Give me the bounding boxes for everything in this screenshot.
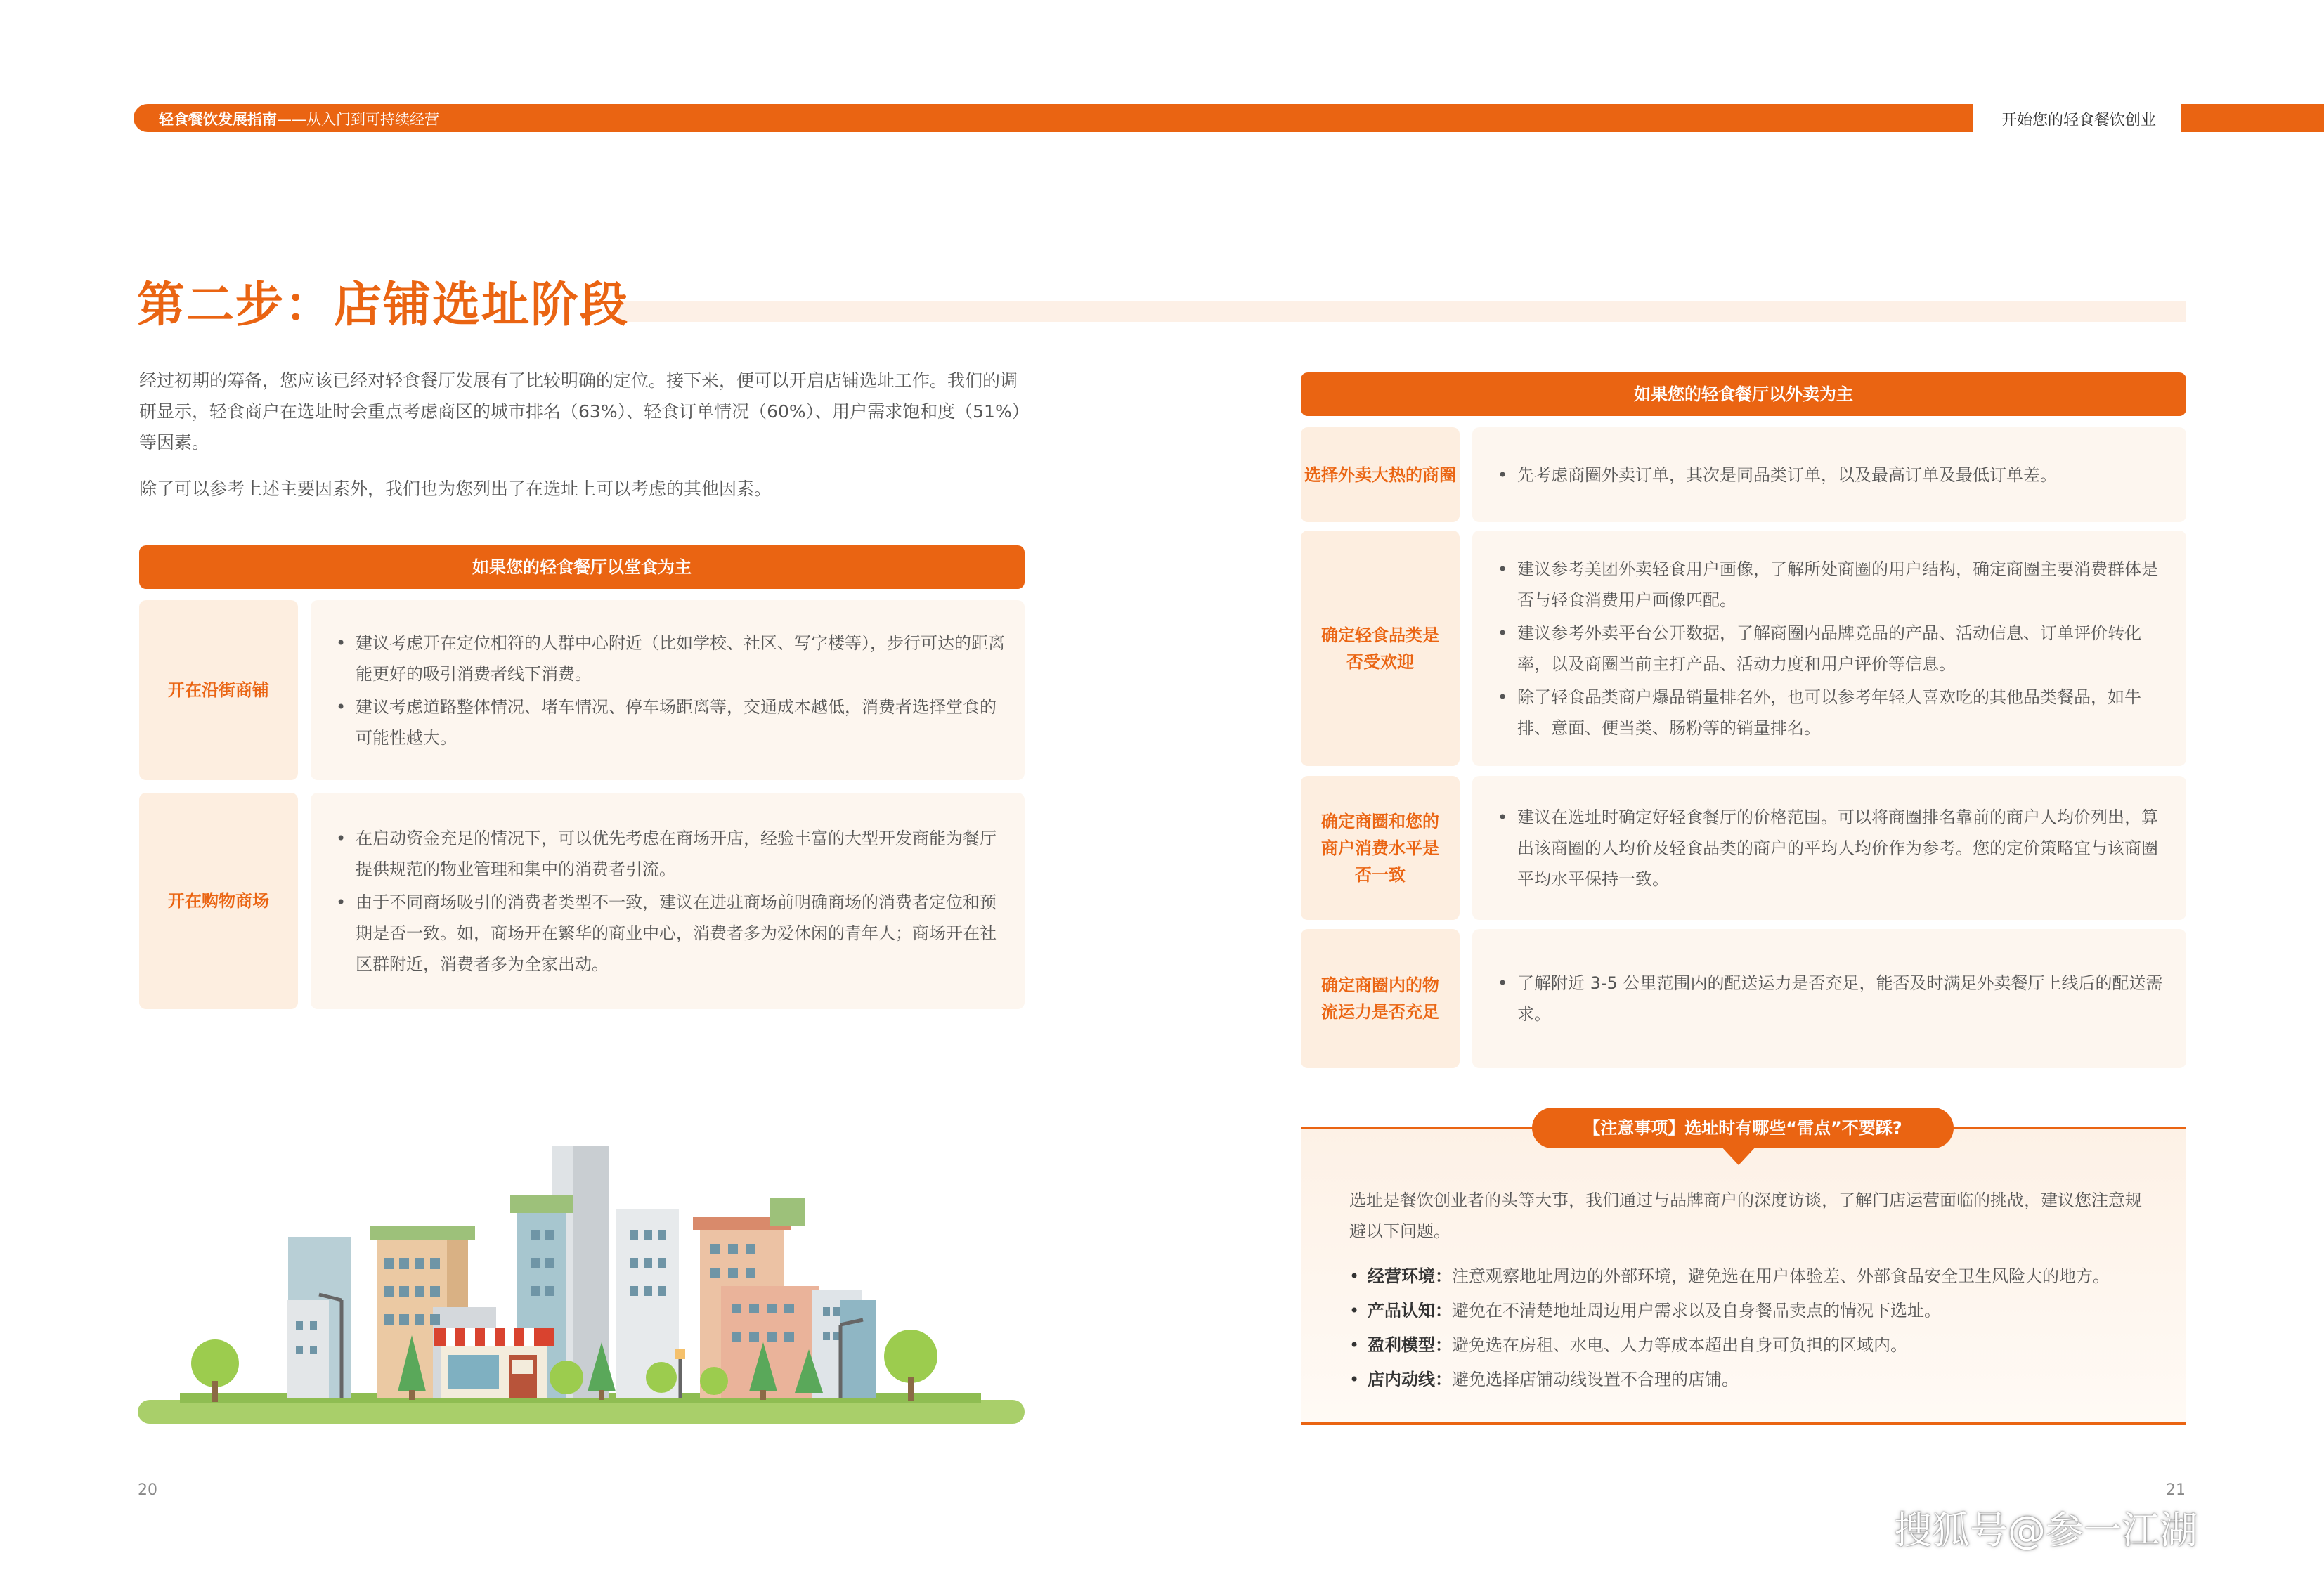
- city-illustration: [138, 1131, 1025, 1427]
- list-item: • 建议参考美团外卖轻食用户画像，了解所处商圈的用户结构，确定商圈主要消费群体是否与轻食消费用户画像匹配。: [1498, 554, 2169, 616]
- delivery-label-category: 确定轻食品类是否受欢迎: [1301, 531, 1460, 766]
- list-item: • 盈利模型：避免选在房租、水电、人力等成本超出自身可负担的区域内。: [1349, 1328, 2164, 1363]
- list-item: • 建议在选址时确定好轻食餐厅的价格范围。可以将商圈排名靠前的商户人均价列出，算出该商圈的人均价及轻食品类的商户的平均人均价作为参考。您的定价策略宜与该商圈平均水平保持一致。: [1498, 802, 2169, 895]
- list-item: • 在启动资金充足的情况下，可以优先考虑在商场开店，经验丰富的大型开发商能为餐厅提供规范的物业管理和集中的消费者引流。: [336, 823, 1008, 885]
- delivery-content-hot-area: [1472, 427, 2186, 522]
- list-item: • 了解附近 3-5 公里范围内的配送运力是否充足，能否及时满足外卖餐厅上线后的配送需求。: [1498, 968, 2169, 1030]
- intro-text: [139, 365, 1026, 520]
- delivery-content-price-level: [1472, 776, 2186, 920]
- dine-in-label-street: 开在沿街商铺: [139, 600, 298, 780]
- dine-in-content-mall: [311, 793, 1025, 1009]
- delivery-label-hot-area: 选择外卖大热的商圈: [1301, 427, 1460, 522]
- intro-paragraph-2: 除了可以参考上述主要因素外，我们也为您列出了在选址上可以考虑的其他因素。: [139, 479, 772, 499]
- delivery-heading: 如果您的轻食餐厅以外卖为主: [1301, 372, 2186, 416]
- notice-intro: 选址是餐饮创业者的头等大事，我们通过与品牌商户的深度访谈，了解门店运营面临的挑战，建议您注意规避以下问题。: [1349, 1190, 2142, 1241]
- dine-in-heading: 如果您的轻食餐厅以堂食为主: [139, 545, 1025, 589]
- watermark: 搜狐号@参一江湖: [1894, 1508, 2198, 1552]
- list-item: • 店内动线：避免选择店铺动线设置不合理的店铺。: [1349, 1363, 2164, 1397]
- section-title: 开始您的轻食餐饮创业: [2001, 112, 2157, 129]
- header-bar-right: [2181, 104, 2324, 132]
- page-number-right: 21: [2166, 1481, 2186, 1499]
- notice-bottom-line: [1301, 1422, 2186, 1425]
- list-item: • 经营环境：注意观察地址周边的外部环境，避免选在用户体验差、外部食品安全卫生风险大的地方。: [1349, 1259, 2164, 1294]
- list-item: • 由于不同商场吸引的消费者类型不一致，建议在进驻商场前明确商场的消费者定位和预期是否一致。如，商场开在繁华的商业中心，消费者多为爱休闲的青年人；商场开在社区群附近，消费者多为全家出动。: [336, 887, 1008, 980]
- section-label-box: [1973, 100, 2181, 136]
- list-item: • 建议考虑道路整体情况、堵车情况、停车场距离等，交通成本越低，消费者选择堂食的可能性越大。: [336, 692, 1008, 753]
- notice-pointer: [1720, 1146, 1757, 1165]
- dine-in-label-mall: 开在购物商场: [139, 793, 298, 1009]
- notice-list: [1349, 1259, 2164, 1397]
- delivery-content-category: [1472, 531, 2186, 766]
- delivery-label-price-level: 确定商圈和您的商户消费水平是否一致: [1301, 776, 1460, 920]
- notice-tag: 【注意事项】选址时有哪些“雷点”不要踩?: [1532, 1108, 1954, 1148]
- title-underline-band: [618, 301, 2186, 322]
- list-item: • 建议考虑开在定位相符的人群中心附近（比如学校、社区、写字楼等），步行可达的距离能更好的吸引消费者线下消费。: [336, 628, 1008, 689]
- page-title: 第二步：店铺选址阶段: [137, 278, 630, 333]
- intro-paragraph-1: 经过初期的筹备，您应该已经对轻食餐厅发展有了比较明确的定位。接下来，便可以开启店铺选址工作。我们的调研显示，轻食商户在选址时会重点考虑商区的城市排名（63%）、轻食订单情况（60%）、用户需求饱和度（51%）等因素。: [139, 370, 1021, 453]
- dine-in-content-street: [311, 600, 1025, 780]
- list-item: • 建议参考外卖平台公开数据，了解商圈内品牌竞品的产品、活动信息、订单评价转化率，以及商圈当前主打产品、活动力度和用户评价等信息。: [1498, 618, 2169, 680]
- list-item: • 产品认知：避免在不清楚地址周边用户需求以及自身餐品卖点的情况下选址。: [1349, 1294, 2164, 1328]
- page-number-left: 20: [138, 1481, 157, 1499]
- header-bar: [134, 104, 1973, 132]
- list-item: • 除了轻食品类商户爆品销量排名外，也可以参考年轻人喜欢吃的其他品类餐品，如牛排、意面、便当类、肠粉等的销量排名。: [1498, 682, 2169, 744]
- delivery-content-logistics: [1472, 929, 2186, 1068]
- list-item: • 先考虑商圈外卖订单，其次是同品类订单，以及最高订单及最低订单差。: [1498, 460, 2169, 491]
- guide-title: 轻食餐饮发展指南——从入门到可持续经营: [159, 111, 439, 128]
- delivery-label-logistics: 确定商圈内的物流运力是否充足: [1301, 929, 1460, 1068]
